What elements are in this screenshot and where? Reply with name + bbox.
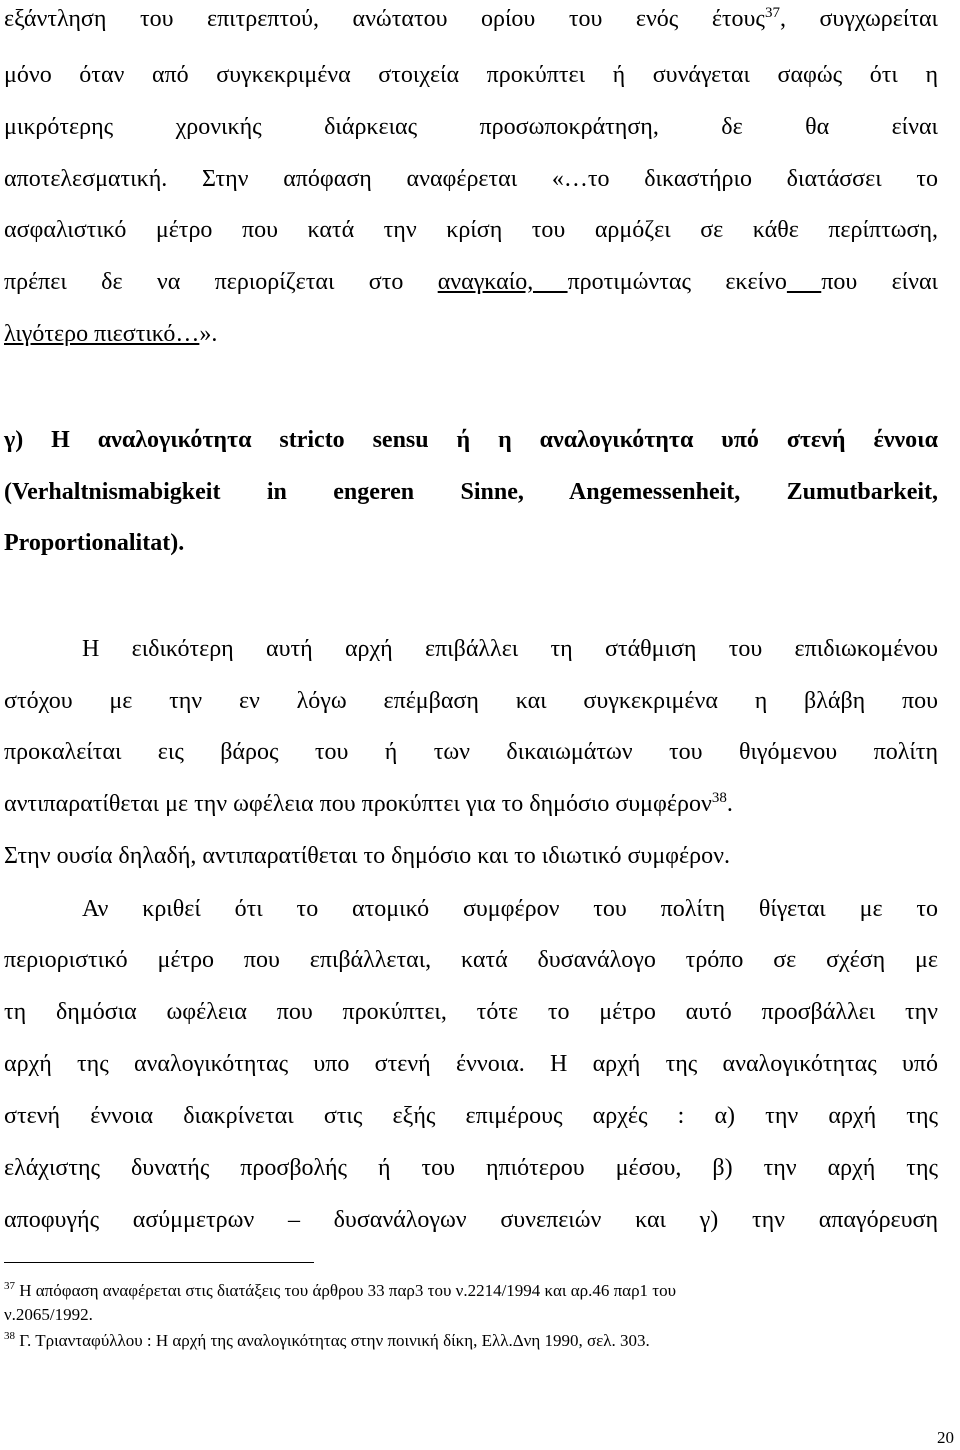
footnote-number: 37	[4, 1280, 15, 1292]
body-line: Η ειδικότερη αυτή αρχή επιβάλλει τη στάθμιση του επιδιωκομένου	[82, 636, 938, 662]
body-line: αποτελεσματική. Στην απόφαση αναφέρεται «…το δικαστήριο διατάσσει το	[4, 166, 938, 192]
section-heading: Proportionalitat).	[4, 530, 185, 556]
footnote-separator	[4, 1262, 314, 1263]
text-span: προτιμώντας εκείνο	[567, 269, 787, 295]
section-heading: γ) Η αναλογικότητα stricto sensu ή η αναλογικότητα υπό στενή έννοια	[4, 427, 938, 453]
body-line: ασφαλιστικό μέτρο που κατά την κρίση του αρμόζει σε κάθε περίπτωση,	[4, 217, 938, 243]
body-line: ελάχιστης δυνατής προσβολής ή του ηπιότερου μέσου, β) την αρχή της	[4, 1155, 938, 1181]
underlined-space	[787, 269, 821, 295]
footnote-text: Η απόφαση αναφέρεται στις διατάξεις του άρθρου 33 παρ3 του ν.2214/1994 και αρ.46 παρ1 του	[15, 1281, 677, 1300]
body-line: αποφυγής ασύμμετρων – δυσανάλογων συνεπειών και γ) την απαγόρευση	[4, 1207, 938, 1233]
text-span: αντιπαρατίθεται με την ωφέλεια που προκύπτει για το δημόσιο συμφέρον	[4, 791, 712, 817]
body-line: στόχου με την εν λόγω επέμβαση και συγκεκριμένα η βλάβη που	[4, 688, 938, 714]
text-span: εξάντληση του επιτρεπτού, ανώτατου ορίου του ενός έτους	[4, 6, 765, 32]
body-line: μικρότερης χρονικής διάρκειας προσωποκράτηση, δε θα είναι	[4, 114, 938, 140]
page-number: 20	[937, 1428, 954, 1447]
body-line: προκαλείται εις βάρος του ή των δικαιωμάτων του θιγόμενου πολίτη	[4, 739, 938, 765]
body-line: Αν κριθεί ότι το ατομικό συμφέρον του πολίτη θίγεται με το	[82, 896, 938, 922]
footnote-number: 38	[4, 1330, 15, 1342]
footnote-38	[4, 1330, 904, 1352]
footnote-ref-37[interactable]: 37	[764, 5, 780, 21]
footnote-ref-38[interactable]: 38	[711, 790, 727, 806]
body-line: περιοριστικό μέτρο που επιβάλλεται, κατά δυσανάλογο τρόπο σε σχέση με	[4, 947, 938, 973]
underlined-text: αναγκαίο,	[437, 269, 568, 295]
footnote-37	[4, 1280, 904, 1302]
text-span: .	[726, 791, 733, 817]
text-span: που είναι	[821, 269, 939, 295]
body-line: αρχή της αναλογικότητας υπο στενή έννοια. Η αρχή της αναλογικότητας υπό	[4, 1051, 938, 1077]
body-line: τη δημόσια ωφέλεια που προκύπτει, τότε το μέτρο αυτό προσβάλλει την	[4, 999, 938, 1025]
text-span: πρέπει δε να περιορίζεται στο	[4, 269, 438, 295]
footnote-37-cont: ν.2065/1992.	[4, 1305, 93, 1324]
body-line	[4, 319, 938, 349]
body-line	[4, 267, 938, 297]
body-line: μόνο όταν από συγκεκριμένα στοιχεία προκύπτει ή συνάγεται σαφώς ότι η	[4, 62, 938, 88]
body-line: στενή έννοια διακρίνεται στις εξής επιμέρους αρχές : α) την αρχή της	[4, 1103, 938, 1129]
body-line: Στην ουσία δηλαδή, αντιπαρατίθεται το δημόσιο και το ιδιωτικό συμφέρον.	[4, 843, 730, 869]
body-line	[4, 4, 938, 34]
section-heading: (Verhaltnismabigkeit in engeren Sinne, Angemessenheit, Zumutbarkeit,	[4, 479, 938, 505]
footnote-text: Γ. Τριανταφύλλου : Η αρχή της αναλογικότητας στην ποινική δίκη, Ελλ.Δνη 1990, σελ. 303.	[15, 1331, 650, 1350]
text-span: , συγχωρείται	[779, 6, 938, 32]
text-span: ».	[199, 321, 218, 347]
underlined-text: λιγότερο πιεστικό…	[4, 321, 200, 347]
body-line	[4, 789, 938, 819]
